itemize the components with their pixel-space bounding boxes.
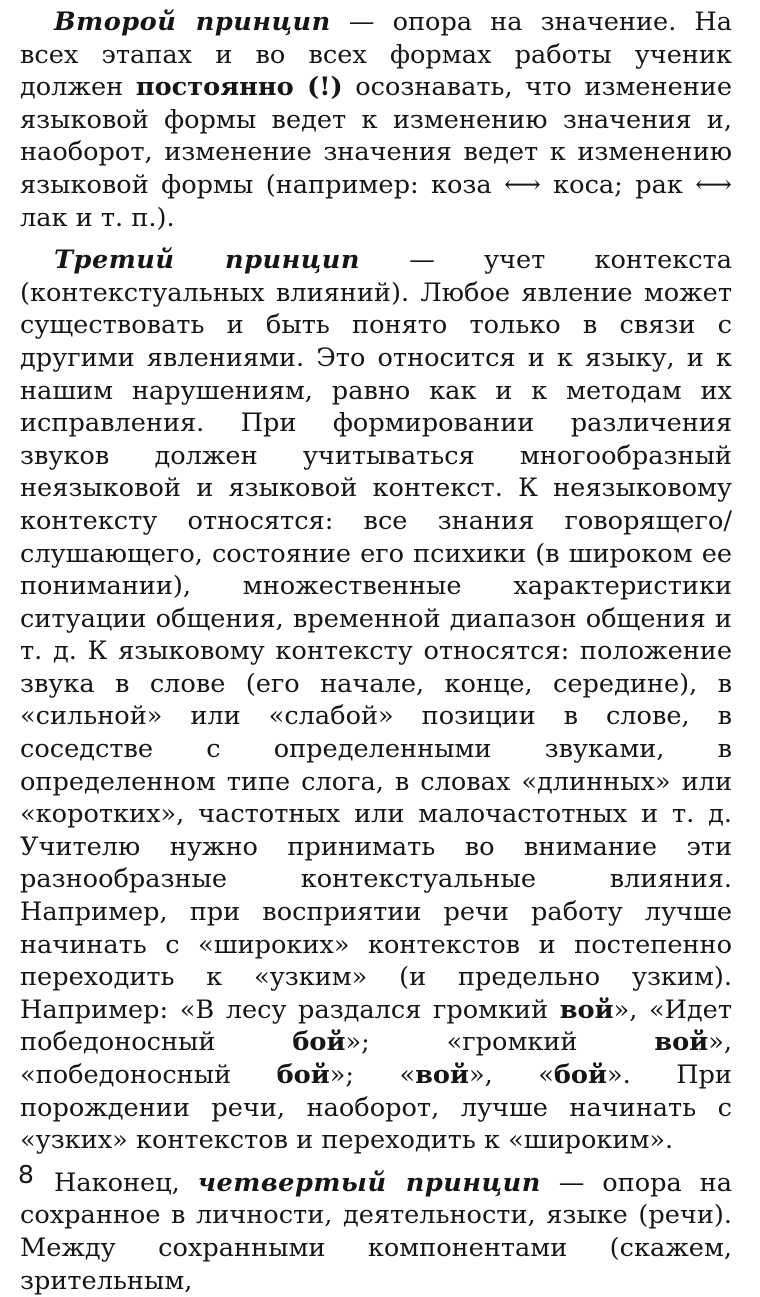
emphasis-text: бой xyxy=(276,1060,330,1090)
paragraph-second-principle xyxy=(20,6,732,234)
paragraph-text: », « xyxy=(468,1060,554,1090)
paragraph-text: осознавать, что изменение языковой формы ведет к изменению значения и, наоборот, изменение значения ведет к изменению языковой формы (например: коза ⟷ коса; рак ⟷ лак и т. п.). xyxy=(20,72,732,233)
emphasis-text: бой xyxy=(553,1060,607,1090)
paragraph-text: Наконец, xyxy=(54,1167,198,1198)
emphasis-text: вой xyxy=(415,1060,469,1090)
paragraph-text: »; «громкий xyxy=(345,1027,655,1058)
paragraph-text: »; « xyxy=(329,1060,416,1090)
term-fourth-principle: четвертый принцип xyxy=(197,1167,541,1198)
emphasis-text: постоянно (!) xyxy=(135,72,343,103)
emphasis-text: бой xyxy=(292,1027,346,1058)
paragraph-text: — опора на сохранное в личности, деятельности, языке (речи). Между сохранными компонентами (скажем, зрительным, xyxy=(20,1167,732,1296)
page-text xyxy=(20,6,732,1297)
paragraph-fourth-principle xyxy=(20,1167,732,1297)
emphasis-text: вой xyxy=(559,994,614,1025)
page-number: 8 xyxy=(18,1160,34,1189)
emphasis-text: вой xyxy=(654,1027,709,1058)
term-third-principle: Третий принцип xyxy=(54,245,361,276)
paragraph-third-principle xyxy=(20,244,732,1157)
paragraph-text: », «победоносный xyxy=(20,1027,732,1090)
paragraph-text: — учет контекста (контекстуальных влияний). Любое явление может существовать и быть понято только в связи с другими явлениями. Это относится и к языку, и к нашим нарушениям, равно как и к методам их исправления. При формировании различения звуков должен учитываться многообразный неязыковой и языковой контекст. К неязыковому контексту относятся: все знания говорящего/слушающего, состояние его психики (в широком ее понимании), множественные характеристики ситуации общения, временной диапазон общения и т. д. К языковому контексту относятся: положение звука в слове (его начале, конце, середине), в «сильной» или «слабой» позиции в слове, в соседстве с определенными звуками, в определенном типе слога, в словах «длинных» или «коротких», частотных или малочастотных и т. д. Учителю нужно принимать во внимание эти разнообразные контекстуальные влияния. Например, при восприятии речи работу лучше начинать с «широких» контекстов и постепенно переходить к «узким» (и предельно узким). Например: «В лесу раздался громкий xyxy=(20,245,732,1025)
paragraph-text: », «Идет победоносный xyxy=(20,994,732,1058)
term-second-principle: Второй принцип xyxy=(54,7,331,37)
paragraph-text: ». При порождении речи, наоборот, лучше начинать с «узких» контекстов и переходить к «широким». xyxy=(20,1060,732,1156)
paragraph-text: — опора на значение. На всех этапах и во всех формах работы ученик должен xyxy=(20,7,732,103)
